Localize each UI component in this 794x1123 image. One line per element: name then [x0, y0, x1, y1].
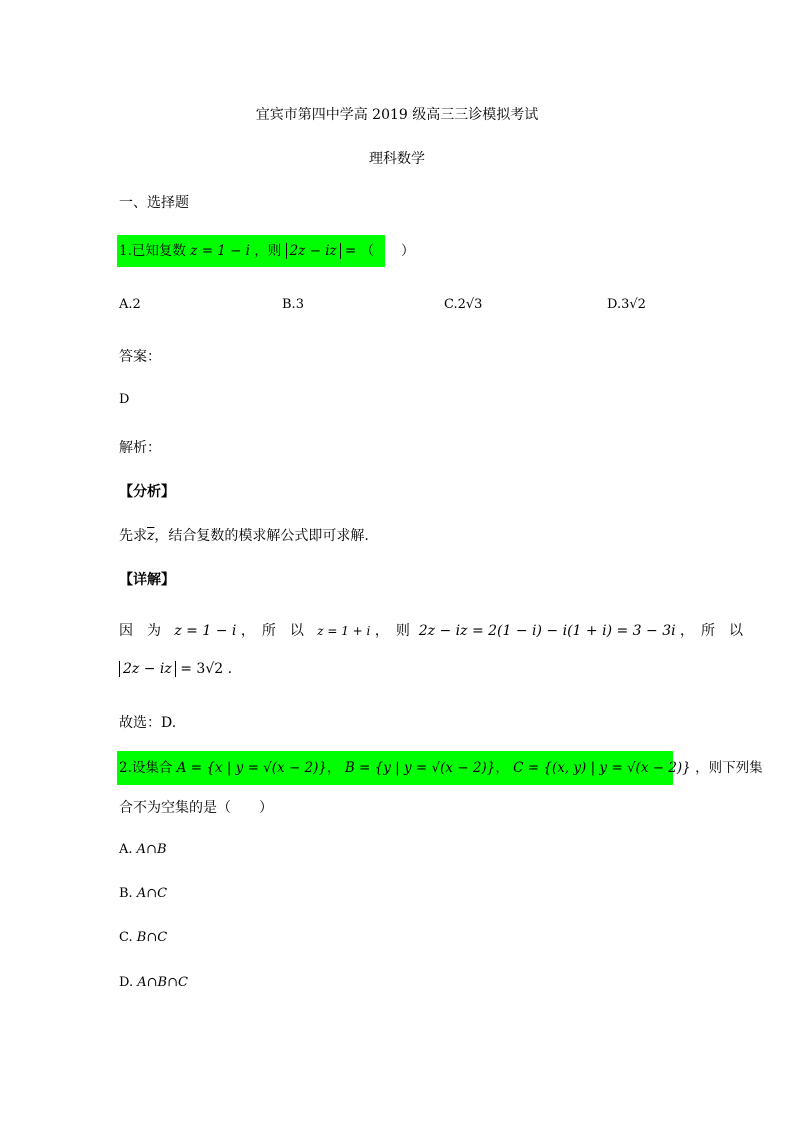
q2-prefix: 2.设集合 [119, 760, 173, 776]
q1-analysis-heading: 【分析】 [119, 484, 175, 500]
q2-set-b: B = {y | y = √(x − 2)} [344, 760, 496, 776]
q2-set-a: A = {x | y = √(x − 2)} [176, 760, 328, 776]
exam-title: 宜宾市第四中学高 2019 级高三三诊模拟考试 [255, 107, 539, 123]
q1-modulus-expression: 2z − iz [286, 243, 341, 259]
q1-choice: 故选：D. [119, 715, 177, 731]
q1-analysis-label: 解析： [119, 440, 161, 456]
q1-option-b: B.3 [282, 297, 304, 312]
q1-detail-line-2: 2z − iz = 3√2 . [119, 661, 232, 677]
q2-option-c: C. B∩C [119, 930, 168, 945]
q1-prefix: 1.已知复数 [119, 243, 186, 259]
q1-detail-heading: 【详解】 [119, 572, 175, 588]
q2-stem-line-2: 合不为空集的是（ ） [119, 800, 273, 816]
q2-option-b: B. A∩C [119, 886, 168, 901]
q1-condition: z = 1 − i [190, 243, 250, 259]
question-1-stem [117, 235, 415, 267]
q2-option-d: D. A∩B∩C [119, 975, 188, 990]
q1-suffix: = （ ） [344, 243, 415, 259]
q2-option-a: A. A∩B [119, 842, 167, 857]
q2-set-c: C = {(x, y) | y = √(x − 2)} [513, 760, 691, 776]
q1-answer-value: D [119, 392, 130, 407]
q1-mid: ，则 [254, 243, 282, 259]
q1-option-c: C.2√3 [444, 297, 483, 312]
q1-option-a: A.2 [119, 297, 141, 312]
question-2-stem: 2.设集合 A = {x | y = √(x − 2)}， B = {y | y = √(x − 2)}， C = {(x, y) | y = √(x − 2)} ，则下列集 [117, 751, 673, 785]
q1-answer-label: 答案： [119, 349, 161, 365]
section-heading: 一、选择题 [119, 195, 189, 211]
q1-analysis-text: 先求$\overline{z}$，结合复数的模求解公式即可求解. [119, 528, 369, 544]
q1-option-d: D.3√2 [607, 297, 646, 312]
q1-detail-line-1: 因 为 z = 1 − i ， 所 以 z = 1 + i ， 则 2z − iz = 2(1 − i) − i(1 + i) = 3 − 3i ， 所 以 [119, 623, 744, 639]
q2-suffix: ，则下列集 [695, 760, 763, 776]
exam-subtitle: 理科数学 [369, 151, 425, 167]
